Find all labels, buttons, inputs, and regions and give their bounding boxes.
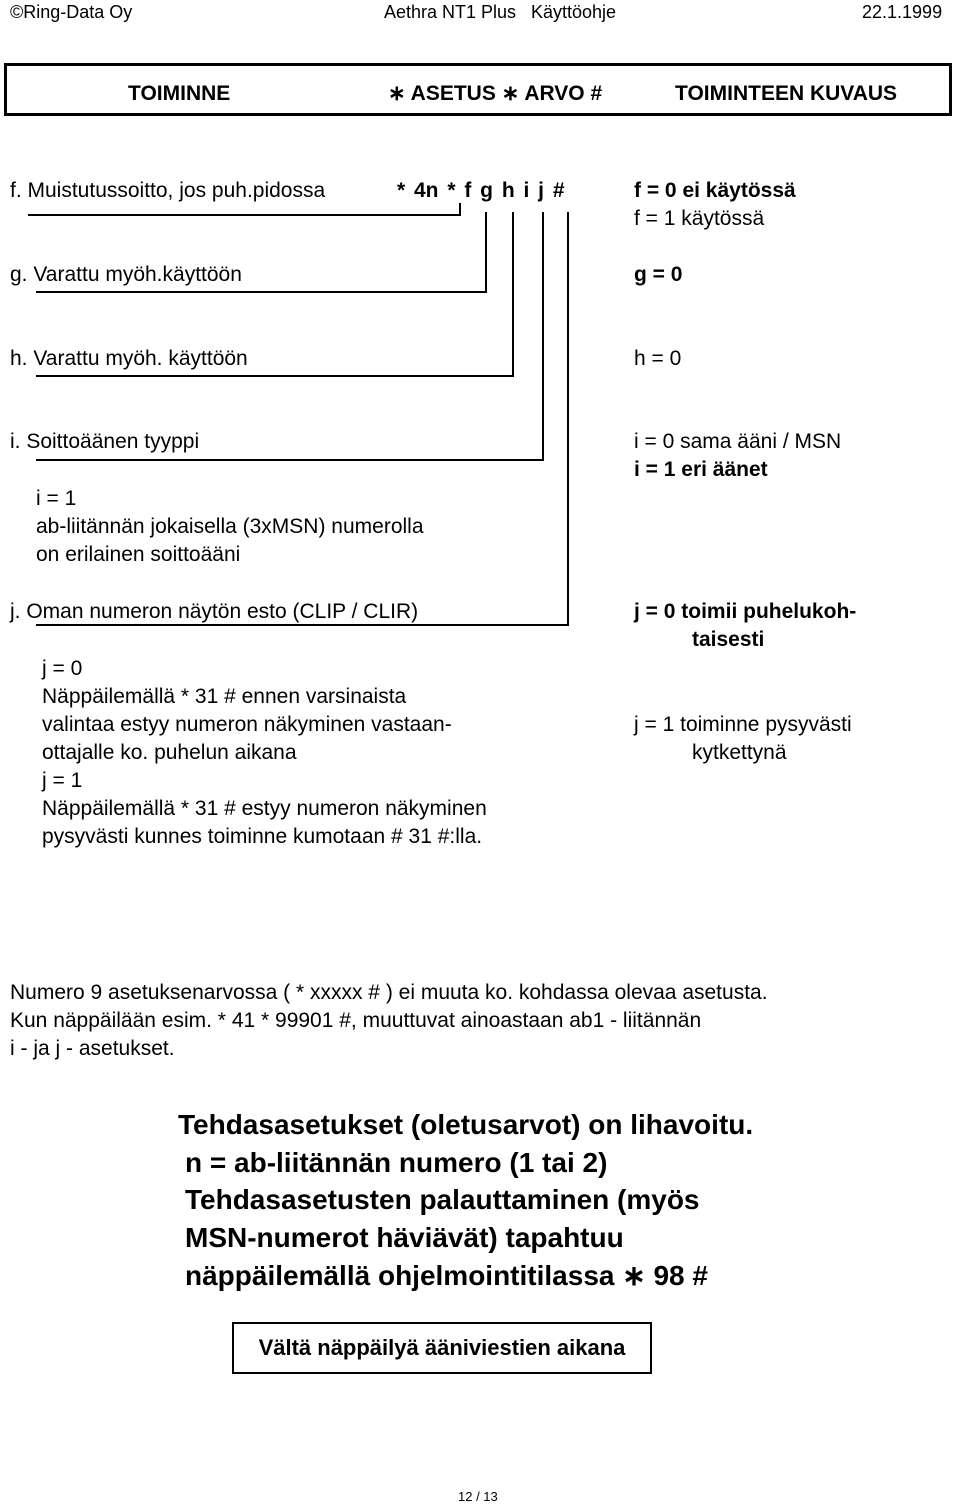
entry-i-note-line: on erilainen soittoääni xyxy=(36,543,241,566)
entry-i-note-line: ab-liitännän jokaisella (3xMSN) numerolla xyxy=(36,515,424,538)
entry-f-value1: f = 1 käytössä xyxy=(634,207,765,230)
entry-i-label: i. Soittoäänen tyyppi xyxy=(10,430,200,453)
entry-h-value0: h = 0 xyxy=(634,347,682,370)
defaults-line: näppäilemällä ohjelmointitilassa ∗ 98 # xyxy=(185,1260,708,1291)
defaults-line: Tehdasasetusten palauttaminen (myös xyxy=(185,1184,700,1215)
product-name: Aethra NT1 Plus xyxy=(384,2,517,22)
document-type: Käyttöohje xyxy=(531,2,617,22)
header-col-kuvaus: TOIMINTEEN KUVAUS xyxy=(675,82,898,105)
setting-code: * 4n * f g h i j # xyxy=(397,179,565,202)
defaults-line: Tehdasasetukset (oletusarvot) on lihavoitu. xyxy=(178,1109,754,1140)
header-col-toiminne: TOIMINNE xyxy=(128,82,231,105)
info-line: i - ja j - asetukset. xyxy=(10,1037,175,1060)
document-date: 22.1.1999 xyxy=(862,2,943,22)
entry-j-label: j. Oman numeron näytön esto (CLIP / CLIR) xyxy=(10,600,419,623)
defaults-line: MSN-numerot häviävät) tapahtuu xyxy=(185,1222,624,1253)
entry-j-note0-line: ottajalle ko. puhelun aikana xyxy=(42,741,297,764)
entry-g-label: g. Varattu myöh.käyttöön xyxy=(10,263,242,286)
header-col-asetus-arvo: ∗ ASETUS ∗ ARVO # xyxy=(388,82,603,105)
entry-j-value0: j = 0 toimii puhelukoh- xyxy=(634,600,857,623)
entry-j-note1-title: j = 1 xyxy=(42,769,83,792)
entry-i-value1: i = 1 eri äänet xyxy=(634,458,768,481)
entry-f-label: f. Muistutussoitto, jos puh.pidossa xyxy=(10,179,326,202)
page-number: 12 / 13 xyxy=(458,1489,498,1504)
entry-h-label: h. Varattu myöh. käyttöön xyxy=(10,347,248,370)
entry-j-note1-line: Näppäilemällä * 31 # estyy numeron näkyminen xyxy=(42,797,487,820)
info-line: Kun näppäilään esim. * 41 * 99901 #, muuttuvat ainoastaan ab1 - liitännän xyxy=(10,1009,702,1032)
entry-j-value1-cont: kytkettynä xyxy=(692,741,787,764)
entry-j-note0-line: Näppäilemällä * 31 # ennen varsinaista xyxy=(42,685,407,708)
entry-i-note-title: i = 1 xyxy=(36,487,77,510)
entry-j-value1: j = 1 toiminne pysyvästi xyxy=(634,713,852,736)
entry-f-value0: f = 0 ei käytössä xyxy=(634,179,796,202)
defaults-line: n = ab-liitännän numero (1 tai 2) xyxy=(185,1147,608,1178)
entry-i-value0: i = 0 sama ääni / MSN xyxy=(634,430,842,453)
entry-j-note1-line: pysyvästi kunnes toiminne kumotaan # 31 #:lla. xyxy=(42,825,483,848)
notice-box: Vältä näppäilyä ääniviestien aikana xyxy=(232,1322,652,1374)
entry-j-note0-title: j = 0 xyxy=(42,657,83,680)
entry-g-value0: g = 0 xyxy=(634,263,683,286)
entry-j-value0-cont: taisesti xyxy=(692,628,765,651)
info-line: Numero 9 asetuksenarvossa ( * xxxxx # ) ei muuta ko. kohdassa olevaa asetusta. xyxy=(10,981,768,1004)
entry-j-note0-line: valintaa estyy numeron näkyminen vastaan- xyxy=(42,713,452,736)
company-name: ©Ring-Data Oy xyxy=(10,2,133,22)
